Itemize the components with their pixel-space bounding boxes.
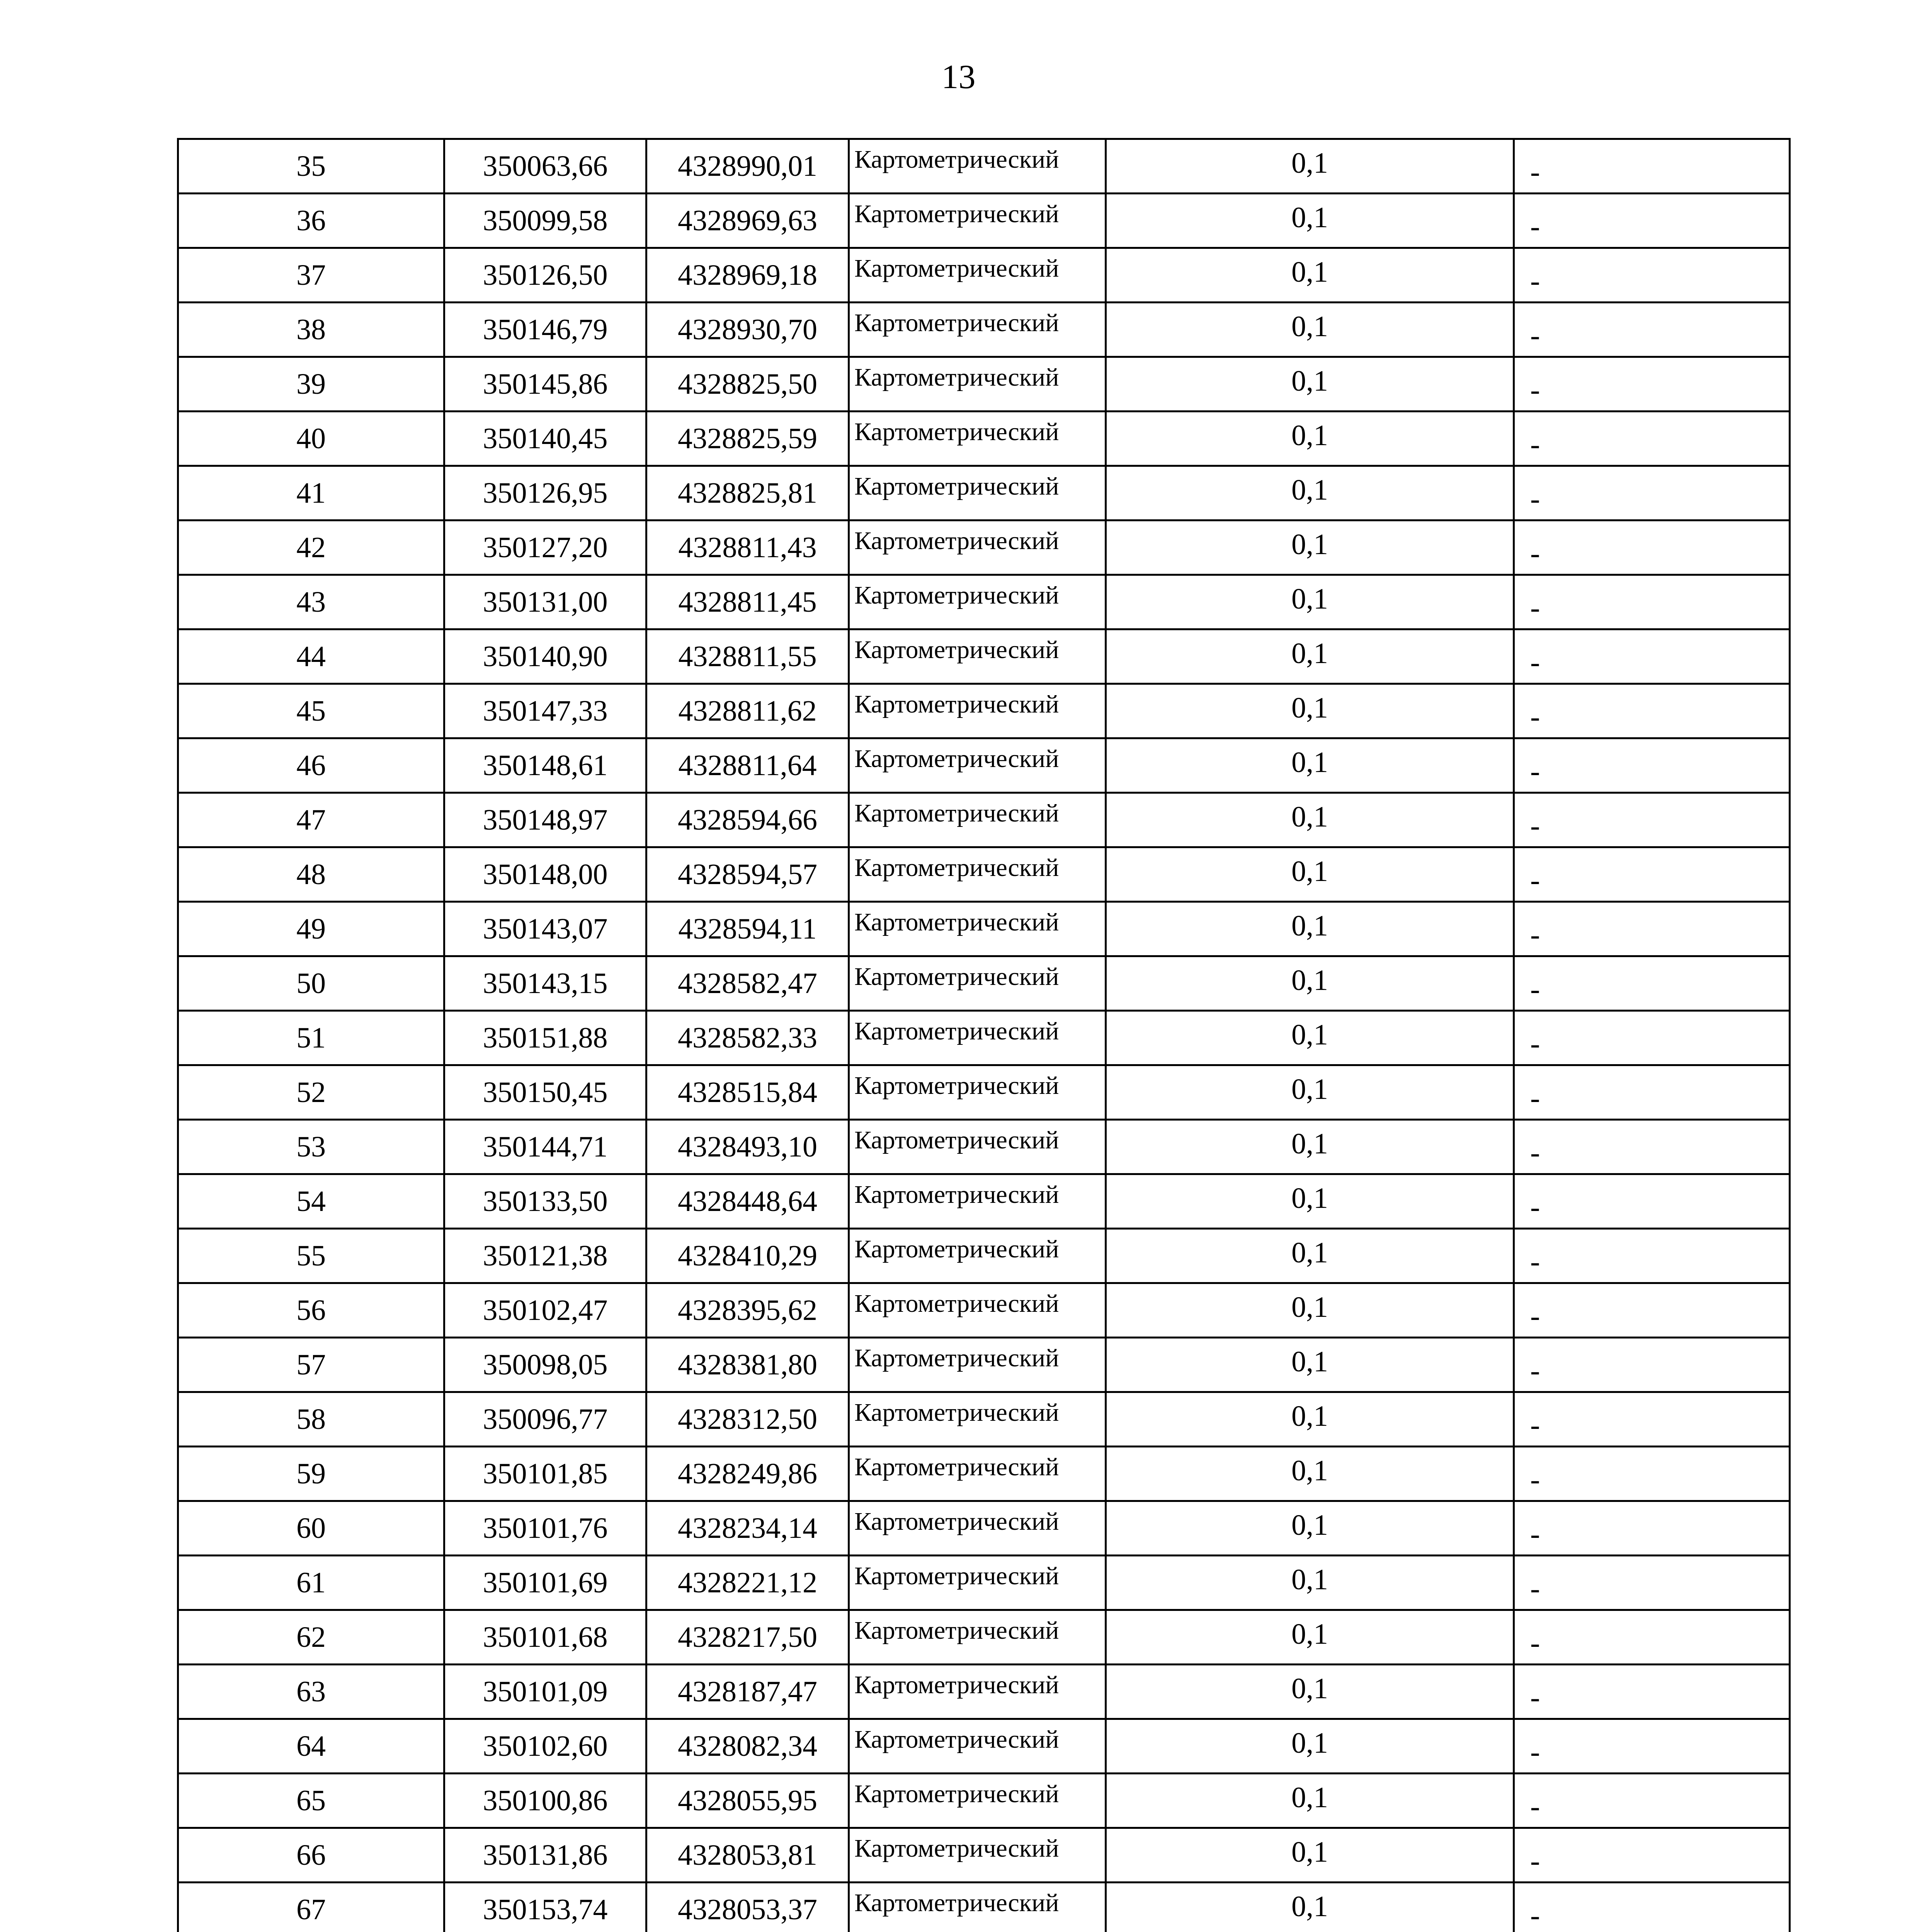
accuracy-cell: 0,1 — [1106, 520, 1514, 575]
coordinate-y-cell: 4328594,11 — [646, 902, 849, 956]
accuracy-cell: 0,1 — [1106, 1501, 1514, 1556]
accuracy-cell: 0,1 — [1106, 738, 1514, 793]
accuracy-cell: 0,1 — [1106, 1774, 1514, 1828]
point-number-cell: 64 — [178, 1719, 444, 1774]
accuracy-cell: 0,1 — [1106, 1283, 1514, 1338]
coordinate-y-cell: 4328825,81 — [646, 466, 849, 520]
description-cell: - — [1514, 1120, 1790, 1174]
coordinate-y-cell: 4328825,59 — [646, 412, 849, 466]
description-cell: - — [1514, 412, 1790, 466]
table-row — [178, 194, 1790, 248]
coordinate-y-cell: 4328811,64 — [646, 738, 849, 793]
method-cell: Картометрический — [849, 194, 1106, 248]
method-cell: Картометрический — [849, 248, 1106, 303]
method-cell: Картометрический — [849, 738, 1106, 793]
coordinate-y-cell: 4328811,55 — [646, 629, 849, 684]
accuracy-cell: 0,1 — [1106, 1120, 1514, 1174]
coordinate-x-cell: 350151,88 — [444, 1011, 646, 1065]
point-number-cell: 47 — [178, 793, 444, 847]
coordinate-y-cell: 4328582,47 — [646, 956, 849, 1011]
coordinate-x-cell: 350102,47 — [444, 1283, 646, 1338]
point-number-cell: 46 — [178, 738, 444, 793]
method-cell: Картометрический — [849, 520, 1106, 575]
point-number-cell: 42 — [178, 520, 444, 575]
method-cell: Картометрический — [849, 139, 1106, 194]
method-cell: Картометрический — [849, 412, 1106, 466]
coordinate-x-cell: 350101,76 — [444, 1501, 646, 1556]
coordinate-y-cell: 4328811,62 — [646, 684, 849, 738]
coordinate-y-cell: 4328053,37 — [646, 1883, 849, 1932]
point-number-cell: 49 — [178, 902, 444, 956]
method-cell: Картометрический — [849, 1120, 1106, 1174]
accuracy-cell: 0,1 — [1106, 194, 1514, 248]
page-number: 13 — [941, 58, 976, 96]
coordinate-y-cell: 4328594,57 — [646, 847, 849, 902]
coordinate-y-cell: 4328234,14 — [646, 1501, 849, 1556]
table-row — [178, 956, 1790, 1011]
coordinate-y-cell: 4328395,62 — [646, 1283, 849, 1338]
accuracy-cell: 0,1 — [1106, 1828, 1514, 1883]
accuracy-cell: 0,1 — [1106, 1556, 1514, 1610]
coordinate-x-cell: 350101,69 — [444, 1556, 646, 1610]
point-number-cell: 35 — [178, 139, 444, 194]
coordinate-x-cell: 350131,00 — [444, 575, 646, 629]
point-number-cell: 51 — [178, 1011, 444, 1065]
coordinate-y-cell: 4328515,84 — [646, 1065, 849, 1120]
description-cell: - — [1514, 1610, 1790, 1665]
description-cell: - — [1514, 1338, 1790, 1392]
table-row — [178, 793, 1790, 847]
table-row — [178, 1610, 1790, 1665]
table-row — [178, 847, 1790, 902]
coordinate-y-cell: 4328249,86 — [646, 1447, 849, 1501]
coordinate-y-cell: 4328582,33 — [646, 1011, 849, 1065]
point-number-cell: 63 — [178, 1665, 444, 1719]
point-number-cell: 52 — [178, 1065, 444, 1120]
table-row — [178, 1774, 1790, 1828]
table-row — [178, 738, 1790, 793]
description-cell: - — [1514, 1392, 1790, 1447]
point-number-cell: 56 — [178, 1283, 444, 1338]
table-row — [178, 412, 1790, 466]
coordinates-table-body — [178, 139, 1790, 1932]
coordinate-x-cell: 350121,38 — [444, 1229, 646, 1283]
table-row — [178, 1065, 1790, 1120]
method-cell: Картометрический — [849, 902, 1106, 956]
point-number-cell: 44 — [178, 629, 444, 684]
method-cell: Картометрический — [849, 629, 1106, 684]
table-row — [178, 1174, 1790, 1229]
coordinate-x-cell: 350148,97 — [444, 793, 646, 847]
table-row — [178, 629, 1790, 684]
table-row — [178, 902, 1790, 956]
table-row — [178, 1719, 1790, 1774]
coordinate-y-cell: 4328082,34 — [646, 1719, 849, 1774]
coordinate-y-cell: 4328221,12 — [646, 1556, 849, 1610]
method-cell: Картометрический — [849, 1774, 1106, 1828]
description-cell: - — [1514, 1174, 1790, 1229]
coordinate-x-cell: 350126,50 — [444, 248, 646, 303]
description-cell: - — [1514, 1719, 1790, 1774]
description-cell: - — [1514, 1501, 1790, 1556]
method-cell: Картометрический — [849, 1556, 1106, 1610]
coordinate-y-cell: 4328990,01 — [646, 139, 849, 194]
coordinate-x-cell: 350133,50 — [444, 1174, 646, 1229]
point-number-cell: 54 — [178, 1174, 444, 1229]
accuracy-cell: 0,1 — [1106, 1174, 1514, 1229]
point-number-cell: 67 — [178, 1883, 444, 1932]
table-row — [178, 1883, 1790, 1932]
description-cell: - — [1514, 1556, 1790, 1610]
description-cell: - — [1514, 738, 1790, 793]
method-cell: Картометрический — [849, 303, 1106, 357]
accuracy-cell: 0,1 — [1106, 303, 1514, 357]
table-row — [178, 1828, 1790, 1883]
point-number-cell: 59 — [178, 1447, 444, 1501]
accuracy-cell: 0,1 — [1106, 357, 1514, 412]
coordinate-y-cell: 4328381,80 — [646, 1338, 849, 1392]
accuracy-cell: 0,1 — [1106, 1610, 1514, 1665]
accuracy-cell: 0,1 — [1106, 1338, 1514, 1392]
coordinate-y-cell: 4328811,45 — [646, 575, 849, 629]
description-cell: - — [1514, 303, 1790, 357]
description-cell: - — [1514, 1065, 1790, 1120]
coordinate-x-cell: 350146,79 — [444, 303, 646, 357]
coordinate-x-cell: 350101,85 — [444, 1447, 646, 1501]
point-number-cell: 66 — [178, 1828, 444, 1883]
point-number-cell: 60 — [178, 1501, 444, 1556]
description-cell: - — [1514, 466, 1790, 520]
accuracy-cell: 0,1 — [1106, 1229, 1514, 1283]
method-cell: Картометрический — [849, 357, 1106, 412]
method-cell: Картометрический — [849, 1011, 1106, 1065]
accuracy-cell: 0,1 — [1106, 1011, 1514, 1065]
coordinate-x-cell: 350140,90 — [444, 629, 646, 684]
accuracy-cell: 0,1 — [1106, 1665, 1514, 1719]
method-cell: Картометрический — [849, 1283, 1106, 1338]
accuracy-cell: 0,1 — [1106, 847, 1514, 902]
description-cell: - — [1514, 902, 1790, 956]
coordinate-y-cell: 4328969,18 — [646, 248, 849, 303]
description-cell: - — [1514, 520, 1790, 575]
method-cell: Картометрический — [849, 575, 1106, 629]
coordinate-x-cell: 350150,45 — [444, 1065, 646, 1120]
coordinate-y-cell: 4328811,43 — [646, 520, 849, 575]
table-row — [178, 1501, 1790, 1556]
coordinate-x-cell: 350148,61 — [444, 738, 646, 793]
description-cell: - — [1514, 684, 1790, 738]
accuracy-cell: 0,1 — [1106, 412, 1514, 466]
description-cell: - — [1514, 847, 1790, 902]
point-number-cell: 36 — [178, 194, 444, 248]
method-cell: Картометрический — [849, 1229, 1106, 1283]
point-number-cell: 39 — [178, 357, 444, 412]
description-cell: - — [1514, 1774, 1790, 1828]
description-cell: - — [1514, 956, 1790, 1011]
coordinate-x-cell: 350063,66 — [444, 139, 646, 194]
accuracy-cell: 0,1 — [1106, 1447, 1514, 1501]
method-cell: Картометрический — [849, 466, 1106, 520]
table-row — [178, 1120, 1790, 1174]
accuracy-cell: 0,1 — [1106, 629, 1514, 684]
point-number-cell: 61 — [178, 1556, 444, 1610]
coordinate-y-cell: 4328053,81 — [646, 1828, 849, 1883]
description-cell: - — [1514, 1283, 1790, 1338]
point-number-cell: 57 — [178, 1338, 444, 1392]
description-cell: - — [1514, 139, 1790, 194]
method-cell: Картометрический — [849, 1828, 1106, 1883]
table-row — [178, 520, 1790, 575]
accuracy-cell: 0,1 — [1106, 902, 1514, 956]
point-number-cell: 65 — [178, 1774, 444, 1828]
description-cell: - — [1514, 357, 1790, 412]
coordinate-x-cell: 350100,86 — [444, 1774, 646, 1828]
description-cell: - — [1514, 194, 1790, 248]
method-cell: Картометрический — [849, 1392, 1106, 1447]
description-cell: - — [1514, 793, 1790, 847]
coordinate-y-cell: 4328055,95 — [646, 1774, 849, 1828]
method-cell: Картометрический — [849, 1883, 1106, 1932]
coordinate-x-cell: 350099,58 — [444, 194, 646, 248]
method-cell: Картометрический — [849, 684, 1106, 738]
accuracy-cell: 0,1 — [1106, 956, 1514, 1011]
table-row — [178, 1011, 1790, 1065]
point-number-cell: 40 — [178, 412, 444, 466]
method-cell: Картометрический — [849, 1610, 1106, 1665]
table-row — [178, 1447, 1790, 1501]
point-number-cell: 43 — [178, 575, 444, 629]
coordinate-x-cell: 350147,33 — [444, 684, 646, 738]
table-row — [178, 357, 1790, 412]
accuracy-cell: 0,1 — [1106, 793, 1514, 847]
point-number-cell: 55 — [178, 1229, 444, 1283]
table-row — [178, 1229, 1790, 1283]
coordinate-x-cell: 350143,07 — [444, 902, 646, 956]
method-cell: Картометрический — [849, 1501, 1106, 1556]
coordinate-x-cell: 350145,86 — [444, 357, 646, 412]
table-row — [178, 684, 1790, 738]
table-row — [178, 1283, 1790, 1338]
method-cell: Картометрический — [849, 956, 1106, 1011]
method-cell: Картометрический — [849, 1665, 1106, 1719]
accuracy-cell: 0,1 — [1106, 1883, 1514, 1932]
coordinate-y-cell: 4328493,10 — [646, 1120, 849, 1174]
coordinate-x-cell: 350096,77 — [444, 1392, 646, 1447]
table-row — [178, 248, 1790, 303]
method-cell: Картометрический — [849, 1719, 1106, 1774]
coordinate-x-cell: 350101,09 — [444, 1665, 646, 1719]
description-cell: - — [1514, 1828, 1790, 1883]
coordinate-y-cell: 4328217,50 — [646, 1610, 849, 1665]
table-row — [178, 1338, 1790, 1392]
description-cell: - — [1514, 1011, 1790, 1065]
accuracy-cell: 0,1 — [1106, 1392, 1514, 1447]
accuracy-cell: 0,1 — [1106, 248, 1514, 303]
coordinate-x-cell: 350098,05 — [444, 1338, 646, 1392]
table-row — [178, 466, 1790, 520]
point-number-cell: 38 — [178, 303, 444, 357]
coordinate-y-cell: 4328969,63 — [646, 194, 849, 248]
point-number-cell: 53 — [178, 1120, 444, 1174]
accuracy-cell: 0,1 — [1106, 1719, 1514, 1774]
method-cell: Картометрический — [849, 793, 1106, 847]
accuracy-cell: 0,1 — [1106, 139, 1514, 194]
point-number-cell: 48 — [178, 847, 444, 902]
method-cell: Картометрический — [849, 847, 1106, 902]
point-number-cell: 41 — [178, 466, 444, 520]
coordinate-x-cell: 350127,20 — [444, 520, 646, 575]
point-number-cell: 58 — [178, 1392, 444, 1447]
point-number-cell: 62 — [178, 1610, 444, 1665]
coordinate-x-cell: 350101,68 — [444, 1610, 646, 1665]
coordinate-x-cell: 350140,45 — [444, 412, 646, 466]
accuracy-cell: 0,1 — [1106, 466, 1514, 520]
coordinate-y-cell: 4328930,70 — [646, 303, 849, 357]
coordinate-y-cell: 4328594,66 — [646, 793, 849, 847]
coordinate-x-cell: 350131,86 — [444, 1828, 646, 1883]
accuracy-cell: 0,1 — [1106, 684, 1514, 738]
accuracy-cell: 0,1 — [1106, 1065, 1514, 1120]
description-cell: - — [1514, 1229, 1790, 1283]
coordinate-y-cell: 4328187,47 — [646, 1665, 849, 1719]
coordinates-table — [177, 138, 1791, 1932]
table-row — [178, 139, 1790, 194]
coordinate-y-cell: 4328312,50 — [646, 1392, 849, 1447]
method-cell: Картометрический — [849, 1338, 1106, 1392]
coordinate-x-cell: 350153,74 — [444, 1883, 646, 1932]
coordinate-x-cell: 350148,00 — [444, 847, 646, 902]
table-row — [178, 575, 1790, 629]
coordinate-x-cell: 350102,60 — [444, 1719, 646, 1774]
coordinate-x-cell: 350126,95 — [444, 466, 646, 520]
coordinate-x-cell: 350144,71 — [444, 1120, 646, 1174]
point-number-cell: 50 — [178, 956, 444, 1011]
table-row — [178, 1556, 1790, 1610]
point-number-cell: 45 — [178, 684, 444, 738]
description-cell: - — [1514, 248, 1790, 303]
method-cell: Картометрический — [849, 1447, 1106, 1501]
method-cell: Картометрический — [849, 1065, 1106, 1120]
coordinate-y-cell: 4328825,50 — [646, 357, 849, 412]
method-cell: Картометрический — [849, 1174, 1106, 1229]
point-number-cell: 37 — [178, 248, 444, 303]
coordinate-x-cell: 350143,15 — [444, 956, 646, 1011]
description-cell: - — [1514, 1883, 1790, 1932]
coordinate-y-cell: 4328448,64 — [646, 1174, 849, 1229]
table-row — [178, 1665, 1790, 1719]
description-cell: - — [1514, 629, 1790, 684]
description-cell: - — [1514, 1447, 1790, 1501]
description-cell: - — [1514, 575, 1790, 629]
table-row — [178, 1392, 1790, 1447]
coordinate-y-cell: 4328410,29 — [646, 1229, 849, 1283]
table-row — [178, 303, 1790, 357]
description-cell: - — [1514, 1665, 1790, 1719]
accuracy-cell: 0,1 — [1106, 575, 1514, 629]
